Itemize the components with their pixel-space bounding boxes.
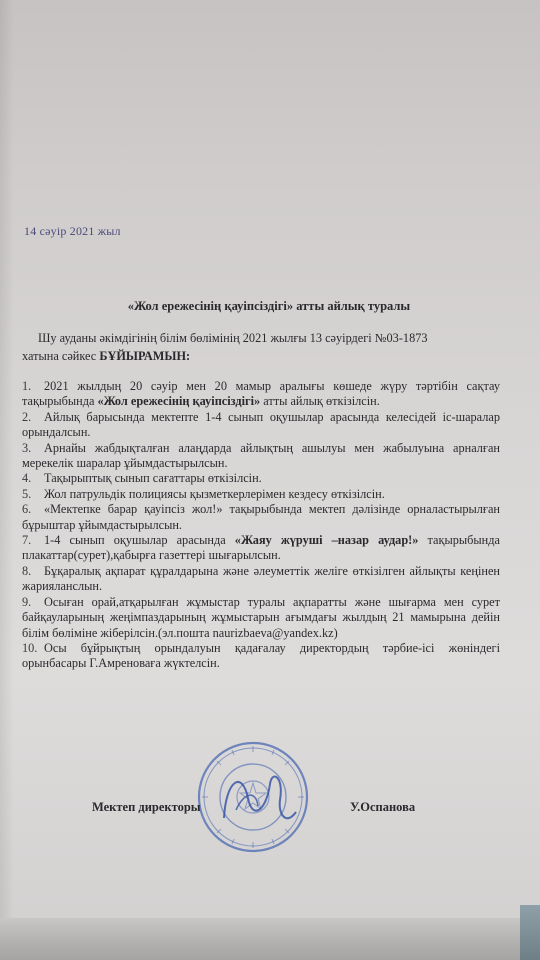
- item-text: Айлық барысында мектепте 1-4 сынып оқушылар арасында келесідей іс-шаралар орындалсын.: [22, 409, 500, 440]
- order-item: [22, 533, 500, 564]
- item-text: Тақырыптық сынып сағаттары өткізілсін.: [44, 471, 262, 486]
- order-item: [22, 595, 500, 641]
- signature-label: Мектеп директоры: [92, 800, 201, 814]
- signature-row: [0, 800, 540, 822]
- item-number: 5.: [22, 486, 32, 501]
- item-number: 4.: [22, 471, 32, 486]
- order-item: [22, 471, 500, 486]
- item-bold-text: «Жаяу жүруші –назар аудар!»: [234, 533, 419, 548]
- item-text: Бұқаралық ақпарат құралдарына және әлеуметтік желіге өткізілген айлықты кеңінен жарияланслын.: [22, 563, 500, 594]
- item-text: 1-4 сынып оқушылар арасында: [44, 533, 235, 548]
- item-text: 2021 жылдың 20 сәуір мен 20 мамыр аралығы көшеде жүру тәртібін сақтау тақырыбында: [22, 379, 500, 409]
- item-text: Жол патрульдік полициясы қызметкерлерімен кездесу өткізілсін.: [44, 486, 385, 501]
- item-number: 9.: [22, 594, 32, 609]
- background-corner: [520, 905, 540, 960]
- item-number: 2.: [22, 409, 32, 424]
- preamble-prefix: хатына сәйкес: [22, 349, 100, 363]
- item-text-end: атты айлық өткізілсін.: [260, 394, 380, 409]
- item-number: 1.: [22, 379, 32, 393]
- preamble-line-2: [22, 347, 500, 365]
- order-item: [22, 441, 500, 472]
- item-number: 10.: [22, 640, 38, 655]
- order-item: [22, 379, 500, 410]
- order-item: [22, 564, 500, 595]
- order-item: [22, 487, 500, 502]
- preamble: [22, 329, 500, 365]
- item-text-end: тақырыбында плакаттар(сурет),қабырға газеттері шығарылсын.: [22, 533, 500, 563]
- order-items-list: [22, 379, 500, 672]
- item-text: Арнайы жабдықталған алаңдарда айлықтың ашылуы мен жабылуына арналған мерекелік шаралар ұйымдастырылсын.: [22, 440, 500, 471]
- item-number: 8.: [22, 563, 32, 578]
- item-bold-text: «Жол ережесінің қауіпсіздігі»: [97, 394, 261, 409]
- item-number: 6.: [22, 502, 32, 517]
- order-item: [22, 641, 500, 672]
- document-title: «Жол ережесінің қауіпсіздігі» атты айлық туралы: [127, 299, 411, 313]
- preamble-line-1: Шу ауданы әкімдігінің білім бөлімінің 2021 жылғы 13 сәуірдегі №03-1873: [38, 331, 428, 345]
- item-number: 7.: [22, 533, 32, 548]
- signature-name: У.Оспанова: [350, 800, 416, 814]
- page-bottom-edge: [0, 918, 540, 960]
- official-seal-icon: [196, 740, 310, 854]
- item-text: Осыған орай,атқарылған жұмыстар туралы ақпаратты және шығарма мен сурет байқауларының жеңімпаздарының жұмыстарын ағымдағы жылдың 21 мамырына дейін білім бөліміне жіберілсін.(эл.пошта naurizbaeva@yandex.kz): [22, 594, 500, 640]
- item-number: 3.: [22, 440, 32, 455]
- order-word: БҰЙЫРАМЫН:: [99, 349, 191, 363]
- document-date: 14 сәуір 2021 жыл: [24, 224, 121, 238]
- order-item: [22, 410, 500, 441]
- order-item: [22, 502, 500, 533]
- item-text: «Мектепке барар қауіпсіз жол!» тақырыбында мектеп дәлізінде орналастырылған бұрыштар ұйымдастырылсын.: [22, 502, 500, 532]
- item-text: Осы бұйрықтың орындалуын қадағалау директордың тәрбие-ісі жөніндегі орынбасары Г.Амреноваға жүктелсін.: [22, 640, 500, 671]
